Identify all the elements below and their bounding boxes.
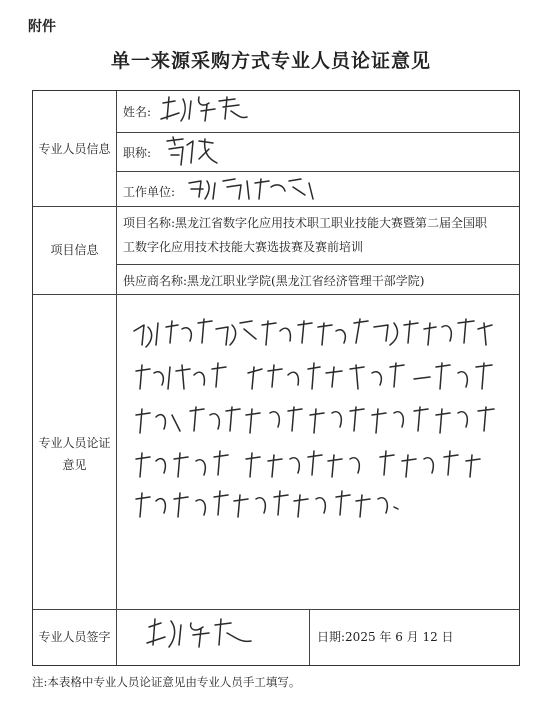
- opinion-handwriting: [128, 311, 513, 530]
- project-name-label: 项目名称:: [123, 216, 176, 230]
- project-name-value: 黑龙江省数字化应用技术职工职业技能大赛暨第二届全国职: [175, 216, 488, 230]
- supplier-label: 供应商名称:: [123, 274, 188, 288]
- column-divider: [116, 91, 117, 665]
- title-handwriting-image: [163, 135, 223, 169]
- opinion-handwriting-image: [128, 311, 513, 526]
- employer-label: 工作单位:: [123, 185, 176, 199]
- row-divider: [33, 294, 519, 295]
- expert-info-label: 专业人员信息: [38, 142, 111, 156]
- title-label: 职称:: [123, 146, 152, 160]
- project-name-line2: 工数字化应用技术技能大赛选拔赛及赛前培训: [123, 240, 364, 254]
- supplier-value: 黑龙江职业学院(黑龙江省经济管理干部学院): [187, 274, 425, 288]
- signature-handwriting-image: [143, 615, 263, 651]
- supplier-line: [123, 273, 424, 289]
- title-handwriting: [163, 135, 223, 173]
- footnote: 注:本表格中专业人员论证意见由专业人员手工填写。: [32, 675, 301, 689]
- name-label: 姓名:: [123, 105, 152, 119]
- name-handwriting-image: [157, 93, 257, 125]
- signature-label: 专业人员签字: [38, 630, 111, 644]
- project-info-label: 项目信息: [50, 243, 99, 257]
- cell-divider: [116, 132, 519, 133]
- row-divider: [33, 609, 519, 610]
- signature-date-divider: [309, 609, 310, 665]
- name-handwriting: [157, 93, 257, 129]
- opinion-label-line2: 意见: [62, 458, 87, 472]
- project-name-line1: [123, 215, 487, 231]
- attachment-label: 附件: [28, 19, 56, 35]
- signature-handwriting: [143, 615, 263, 655]
- page-title: 单一来源采购方式专业人员论证意见: [110, 50, 431, 72]
- signature-date: 日期:2025 年 6 月 12 日: [317, 630, 454, 644]
- employer-handwriting: [185, 175, 325, 209]
- cell-divider: [116, 264, 519, 265]
- opinion-form-table: [32, 90, 520, 666]
- employer-handwriting-image: [185, 175, 325, 205]
- opinion-label-line1: 专业人员论证: [38, 436, 111, 450]
